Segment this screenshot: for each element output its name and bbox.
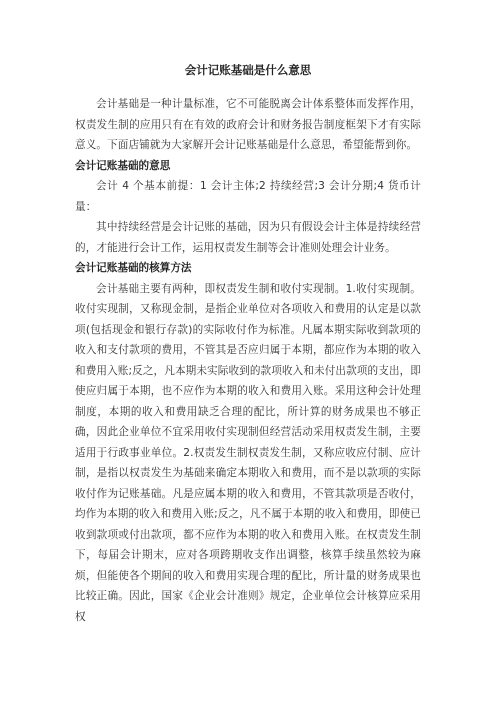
section2-paragraph-1: 会计基础主要有两种，即权责发生制和收付实现制。1.收付实现制。收付实现制，又称现金制，是指企业单位对各项收入和费用的认定是以款项(包括现金和银行存款)的实际收付作为标准。凡属本期实际收到款项的收入和支付款项的费用，不管其是否应归属于本期，都应作为本期的收入和费用入账;反之，凡本期未实际收到的款项收入和未付出款项的支出，即使应归属于本期，也不应作为本期的收入和费用入账。采用这种会计处理制度，本期的收入和费用缺乏合理的配比，所计算的财务成果也不够正确，因此企业单位不宜采用收付实现制但经营活动采用权责发生制，主要适用于行政事业单位。2.权责发生制权责发生制，又称应收应付制、应计制，是指以权责发生为基础来确定本期收入和费用，而不是以款项的实际收付作为记账基础。凡是应属本期的收入和费用，不管其款项是否收付，均作为本期的收入和费用入账;反之，凡不属于本期的收入和费用，即使已收到款项或付出款项，都不应作为本期的收入和费用入账。在权责发生制下，每届会计期末，应对各项跨期收支作出调整，核算手续虽然较为麻烦，但能使各个期间的收入和费用实现合理的配比，所计量的财务成果也比较正确。因此，国家《企业会计准则》规定，企业单位会计核算应采用权 xyxy=(75,282,421,623)
section-heading-methods: 会计记账基础的核算方法 xyxy=(75,262,192,274)
section1-paragraph-1: 会计 4 个基本前提：1 会计主体;2 持续经营;3 会计分期;4 货币计量： xyxy=(75,180,421,213)
document-title: 会计记账基础是什么意思 xyxy=(184,63,312,77)
section1-paragraph-2: 其中持续经营是会计记账的基础，因为只有假设会计主体是持续经营的，才能进行会计工作，运用权责发生制等会计准则处理会计业务。 xyxy=(75,221,421,254)
section-heading-meaning: 会计记账基础的意思 xyxy=(75,159,171,172)
intro-paragraph: 会计基础是一种计量标准，它不可能脱离会计体系整体而发挥作用，权责发生制的应用只有在有效的政府会计和财务报告制度框架下才有实际意义。下面店铺就为大家解开会计记账基础是什么意思，希望能帮到你。 xyxy=(75,98,421,151)
document-page xyxy=(75,62,421,627)
